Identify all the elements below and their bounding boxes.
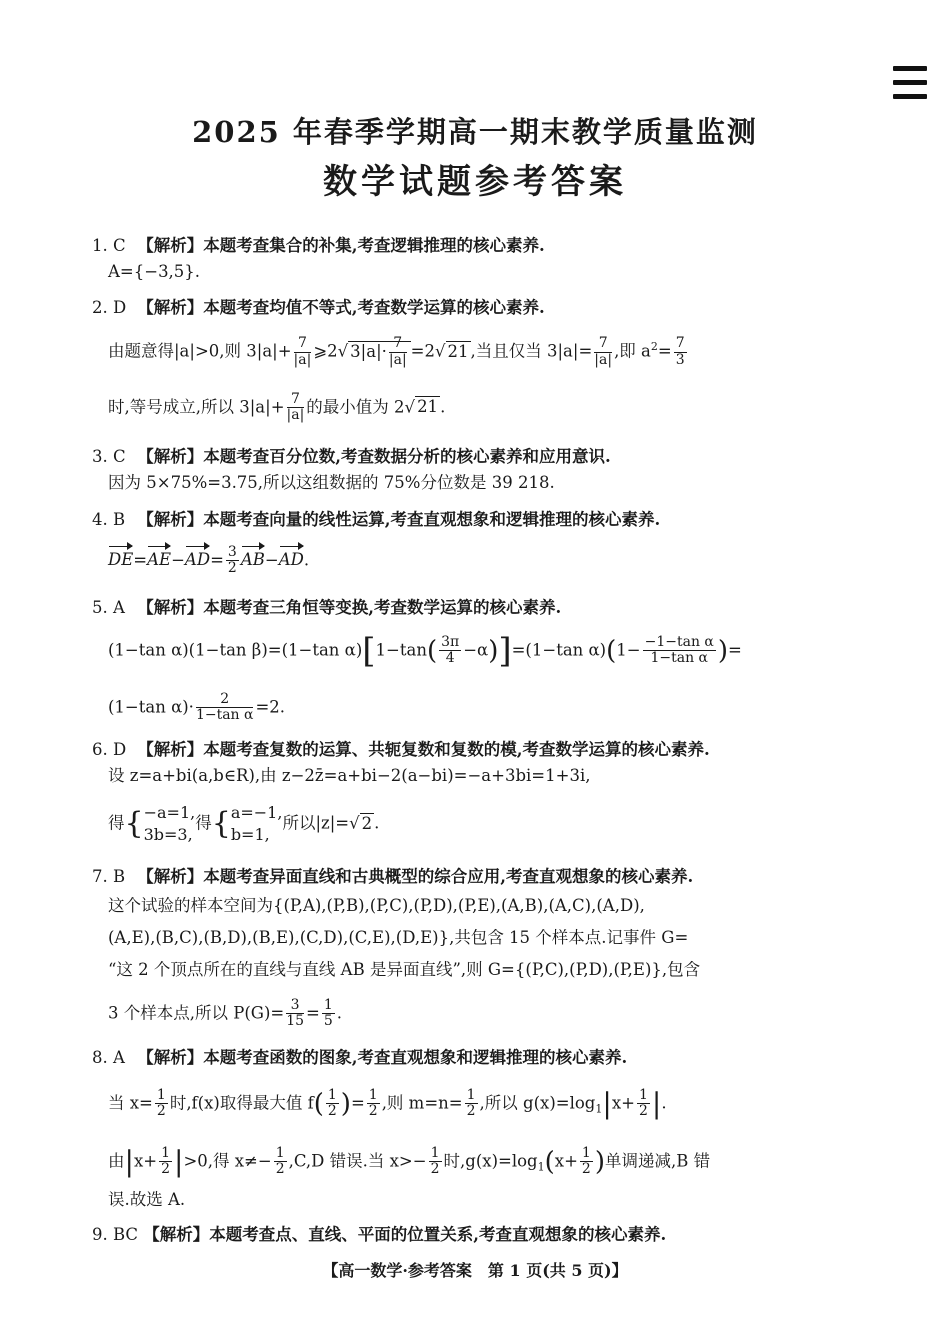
question-3-header: 3. C 【解析】本题考查百分位数,考查数据分析的核心素养和应用意识.: [92, 447, 611, 466]
question-6-solution-line1: 设 z=a+bi(a,b∈R),由 z−2z̄=a+bi−2(a−bi)=−a+3bi=1+3i,: [108, 766, 591, 785]
question-1-header: 1. C 【解析】本题考查集合的补集,考查逻辑推理的核心素养.: [92, 236, 545, 255]
question-5-header: 5. A 【解析】本题考查三角恒等变换,考查数学运算的核心素养.: [92, 598, 562, 617]
question-5-solution-line2: (1−tan α)· $\frac{2}{\text{1−tan α}}$ =2.: [108, 691, 286, 724]
page-subtitle: 数学试题参考答案: [323, 162, 627, 202]
question-6-solution-line2: 得{ −a=1, 3b=3, 得{ a=−1, b=1, 所以|z|=√ 2 .: [108, 803, 380, 844]
question-7-solution-line3: “这 2 个顶点所在的直线与直线 AB 是异面直线”,则 G={(P,C),(P,D),(P,E)},包含: [108, 960, 701, 979]
question-7-solution-line2: (A,E),(B,C),(B,D),(B,E),(C,D),(C,E),(D,E)},共包含 15 个样本点.记事件 G=: [108, 928, 689, 947]
question-2-solution-line2: 时,等号成立,所以 3|a|+ $\frac{7}{|a|}$ 的最小值为 2√ 21 .: [108, 391, 446, 424]
question-7-solution-line1: 这个试验的样本空间为{(P,A),(P,B),(P,C),(P,D),(P,E),(A,B),(A,C),(A,D),: [108, 896, 645, 915]
question-5-solution-line1: (1−tan α)(1−tan β)=(1−tan α)[1−tan( $\frac{3\pi}{4}$ −α)]=(1−tan α)(1− $\frac{\text{−1−tan α}}{\text{1−tan α}}$ )=: [108, 630, 742, 671]
question-7-solution-line4: 3 个样本点,所以 P(G)= $\frac{3}{15}$ = $\frac{1}{5}$ .: [108, 997, 343, 1030]
question-6-header: 6. D 【解析】本题考查复数的运算、共轭复数和复数的模,考查数学运算的核心素养.: [92, 740, 710, 759]
question-2-header: 2. D 【解析】本题考查均值不等式,考查数学运算的核心素养.: [92, 298, 545, 317]
question-4-solution: DE=AE−AD= $\frac{3}{2}$ AB−AD.: [108, 544, 310, 577]
question-9-header: 9. BC 【解析】本题考查点、直线、平面的位置关系,考查直观想象的核心素养.: [92, 1225, 667, 1244]
section-mark-icon: [893, 66, 927, 108]
question-8-solution-line3: 误.故选 A.: [108, 1190, 186, 1209]
page-title: 2025 年春季学期高一期末教学质量监测: [192, 115, 758, 149]
question-8-solution-line2: 由|x+ $\frac{1}{2}$ |>0,得 x≠− $\frac{1}{2}$ ,C,D 错误.当 x>− $\frac{1}{2}$ 时$,g(x)=\log_1(x+$ $\frac{1}{2}$ )单调递减,B 错: [108, 1144, 711, 1178]
question-8-solution-line1: 当 x= $\frac{1}{2}$ 时,f(x)取得最大值 f( $\frac{1}{2}$ )= $\frac{1}{2}$ ,则 m=n= $\frac{1}{2}$ ,所以 $g(x)=\log_1|x+$ $\frac{1}{2}$ |.: [108, 1086, 667, 1120]
question-8-header: 8. A 【解析】本题考查函数的图象,考查直观想象和逻辑推理的核心素养.: [92, 1048, 628, 1067]
question-4-header: 4. B 【解析】本题考查向量的线性运算,考查直观想象和逻辑推理的核心素养.: [92, 510, 661, 529]
page-footer: 【高一数学·参考答案 第 1 页(共 5 页)】: [322, 1261, 628, 1280]
question-7-header: 7. B 【解析】本题考查异面直线和古典概型的综合应用,考查直观想象的核心素养.: [92, 867, 694, 886]
question-2-solution-line1: 由题意得|a|>0,则 3|a|+ $\frac{7}{|a|}$ ⩾2√ 3|a|· $\frac{7}{|a|}$ =2√ 21 ,当且仅当 3|a|= $\frac{7}{|a|}$ ,即 $a^2=$ $\frac{7}{3}$: [108, 335, 685, 368]
question-1-solution: A={−3,5}.: [108, 262, 201, 281]
question-3-solution: 因为 5×75%=3.75,所以这组数据的 75%分位数是 39 218.: [108, 473, 555, 492]
